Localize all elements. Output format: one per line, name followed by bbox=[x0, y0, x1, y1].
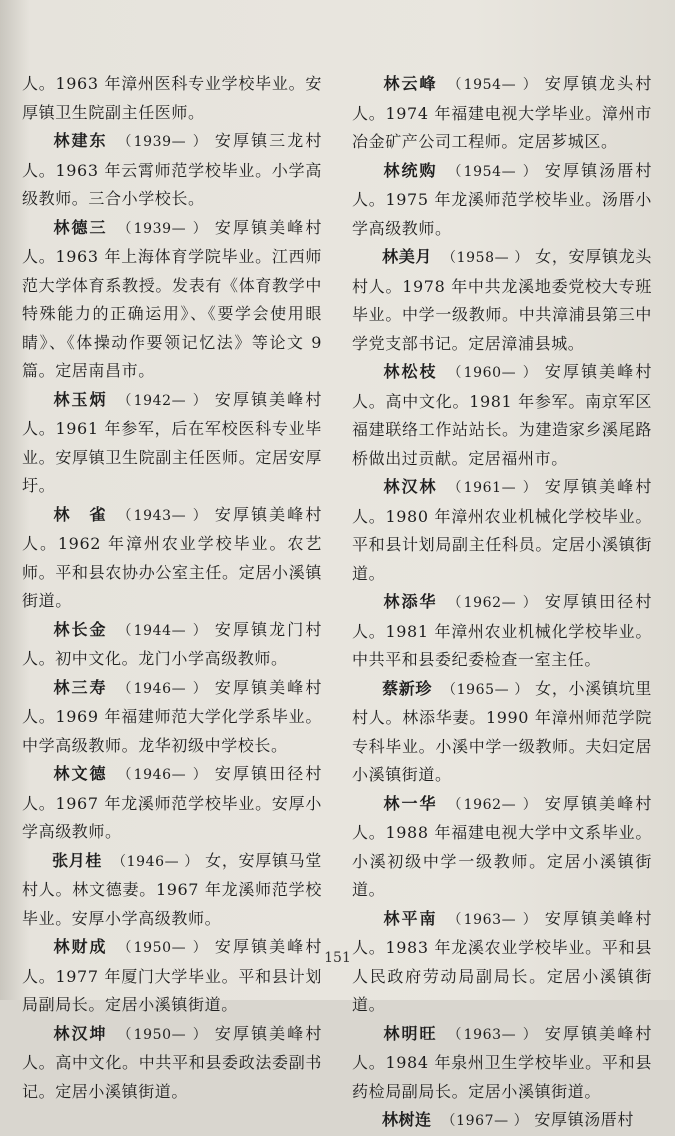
person-name: 林美月 bbox=[382, 247, 432, 266]
biography-text: 女，小溪镇坑里村人。林添华妻。1990 年漳州师范学院专科毕业。小溪中学一级教师。夫妇定居小溪镇街道。 bbox=[352, 678, 652, 784]
person-years: （1962— ） bbox=[447, 595, 539, 611]
biography-text: 安厚镇龙门村人。初中文化。龙门小学高级教师。 bbox=[22, 619, 322, 668]
biography-entry bbox=[352, 243, 652, 358]
person-years: （1942— ） bbox=[117, 392, 209, 409]
biography-entry bbox=[22, 70, 322, 127]
person-name: 林汉坤 bbox=[52, 1023, 108, 1043]
person-name: 林财成 bbox=[52, 937, 108, 956]
person-name: 林平南 bbox=[382, 908, 438, 928]
biography-text: 安厚镇美峰村人。1977 年厦门大学毕业。平和县计划局副局长。定居小溪镇街道。 bbox=[22, 937, 322, 1014]
person-years: （1946— ） bbox=[117, 680, 209, 697]
person-name: 林汉林 bbox=[382, 477, 438, 496]
biography-text: 安厚镇三龙村人。1963 年云霄师范学校毕业。小学高级教师。三合小学校长。 bbox=[22, 131, 322, 208]
person-years: （1961— ） bbox=[447, 480, 539, 496]
biography-text: 安厚镇美峰村人。1969 年福建师范大学化学系毕业。中学高级教师。龙华初级中学校长。 bbox=[22, 677, 322, 755]
person-name: 林德三 bbox=[52, 217, 108, 237]
biography-text: 安厚镇汤厝村 bbox=[534, 1110, 635, 1129]
person-name: 林建东 bbox=[52, 131, 108, 150]
biography-entry bbox=[352, 358, 652, 473]
biography-entry bbox=[22, 674, 322, 761]
person-name: 林松枝 bbox=[382, 362, 438, 381]
person-years: （1946— ） bbox=[117, 767, 209, 783]
biography-text: 安厚镇美峰村人。1963 年上海体育学院毕业。江西师范大学体育系教授。发表有《体育教学中特殊能力的正确运用》、《要学会使用眼睛》、《体操动作要领记忆法》等论文 9 篇。定居南昌市。 bbox=[22, 217, 322, 380]
biography-entry bbox=[22, 214, 322, 386]
page-number: 151 bbox=[324, 950, 351, 966]
person-name: 林玉炳 bbox=[52, 389, 108, 409]
person-name: 林长金 bbox=[52, 619, 108, 639]
biography-text: 人。1963 年漳州医科专业学校毕业。安厚镇卫生院副主任医师。 bbox=[22, 74, 322, 122]
biography-entry bbox=[22, 127, 322, 214]
person-name: 蔡新珍 bbox=[382, 678, 432, 698]
biography-entry bbox=[22, 501, 322, 616]
biography-entry bbox=[352, 70, 652, 157]
biography-text: 安厚镇田径村人。1967 年龙溪师范学校毕业。安厚小学高级教师。 bbox=[22, 764, 322, 841]
person-years: （1943— ） bbox=[117, 507, 209, 524]
biography-entry bbox=[352, 675, 652, 790]
person-years: （1954— ） bbox=[447, 163, 539, 180]
biography-text: 女，安厚镇马堂村人。林文德妻。1967 年龙溪师范学校毕业。安厚小学高级教师。 bbox=[22, 850, 322, 928]
person-years: （1954— ） bbox=[447, 77, 539, 93]
person-name: 林 雀 bbox=[52, 504, 108, 524]
person-name: 林云峰 bbox=[382, 74, 438, 93]
person-years: （1950— ） bbox=[117, 940, 209, 956]
biography-text: 安厚镇田径村人。1981 年漳州农业机械化学校毕业。中共平和县委纪委检查一室主任。 bbox=[352, 592, 652, 669]
person-years: （1963— ） bbox=[447, 911, 539, 928]
person-name: 林树连 bbox=[382, 1110, 432, 1129]
biography-entry bbox=[22, 1020, 322, 1107]
biography-entry bbox=[22, 386, 322, 501]
person-name: 林统购 bbox=[382, 160, 438, 180]
biography-text: 安厚镇美峰村人。高中文化。中共平和县委政法委副书记。定居小溪镇街道。 bbox=[22, 1023, 322, 1101]
person-name: 林文德 bbox=[52, 764, 108, 783]
person-years: （1962— ） bbox=[447, 796, 539, 813]
biography-text: 安厚镇汤厝村人。1975 年龙溪师范学校毕业。汤厝小学高级教师。 bbox=[352, 160, 652, 238]
biography-text: 安厚镇美峰村人。1983 年龙溪农业学校毕业。平和县人民政府劳动局副局长。定居小溪镇街道。 bbox=[352, 908, 652, 1014]
biography-entry bbox=[352, 473, 652, 588]
person-name: 林一华 bbox=[382, 793, 438, 813]
biography-entry bbox=[352, 588, 652, 675]
biography-text: 安厚镇美峰村人。1988 年福建电视大学中文系毕业。小溪初级中学一级教师。定居小溪镇街道。 bbox=[352, 793, 652, 899]
person-years: （1967— ） bbox=[441, 1113, 529, 1129]
biography-text: 安厚镇美峰村人。1980 年漳州农业机械化学校毕业。平和县计划局副主任科员。定居小溪镇街道。 bbox=[352, 477, 652, 583]
biography-entry bbox=[22, 847, 322, 934]
person-years: （1958— ） bbox=[441, 250, 530, 266]
person-years: （1960— ） bbox=[447, 365, 539, 381]
biography-text: 安厚镇美峰村人。1962 年漳州农业学校毕业。农艺师。平和县农协办公室主任。定居小溪镇街道。 bbox=[22, 504, 322, 610]
person-years: （1963— ） bbox=[447, 1026, 539, 1043]
biography-entry bbox=[22, 760, 322, 847]
person-years: （1965— ） bbox=[441, 681, 530, 698]
person-name: 林明旺 bbox=[382, 1023, 438, 1043]
person-years: （1944— ） bbox=[117, 622, 209, 639]
biography-entry bbox=[352, 157, 652, 244]
person-years: （1950— ） bbox=[117, 1026, 209, 1043]
person-name: 林三寿 bbox=[52, 677, 108, 697]
biography-text: 安厚镇龙头村人。1974 年福建电视大学毕业。漳州市冶金矿产公司工程师。定居芗城区。 bbox=[352, 74, 652, 151]
person-name: 林添华 bbox=[382, 592, 438, 611]
biography-text: 安厚镇美峰村人。1984 年泉州卫生学校毕业。平和县药检局副局长。定居小溪镇街道。 bbox=[352, 1023, 652, 1101]
biography-entry bbox=[22, 933, 322, 1020]
person-years: （1939— ） bbox=[117, 220, 209, 237]
biography-entry bbox=[352, 790, 652, 905]
biography-entry bbox=[22, 616, 322, 674]
right-column bbox=[352, 70, 652, 1136]
person-years: （1939— ） bbox=[117, 134, 209, 150]
biography-text: 安厚镇美峰村人。高中文化。1981 年参军。南京军区福建联络工作站站长。为建造家乡溪尾路桥做出过贡献。定居福州市。 bbox=[352, 362, 652, 468]
biography-entry bbox=[352, 1020, 652, 1107]
biography-text: 女，安厚镇龙头村人。1978 年中共龙溪地委党校大专班毕业。中学一级教师。中共漳浦县第三中学党支部书记。定居漳浦县城。 bbox=[352, 247, 652, 353]
person-name: 张月桂 bbox=[52, 850, 102, 870]
biography-entry bbox=[352, 1106, 652, 1136]
biography-text: 安厚镇美峰村人。1961 年参军，后在军校医科专业毕业。安厚镇卫生院副主任医师。定居安厚圩。 bbox=[22, 389, 322, 495]
person-years: （1946— ） bbox=[111, 853, 200, 870]
